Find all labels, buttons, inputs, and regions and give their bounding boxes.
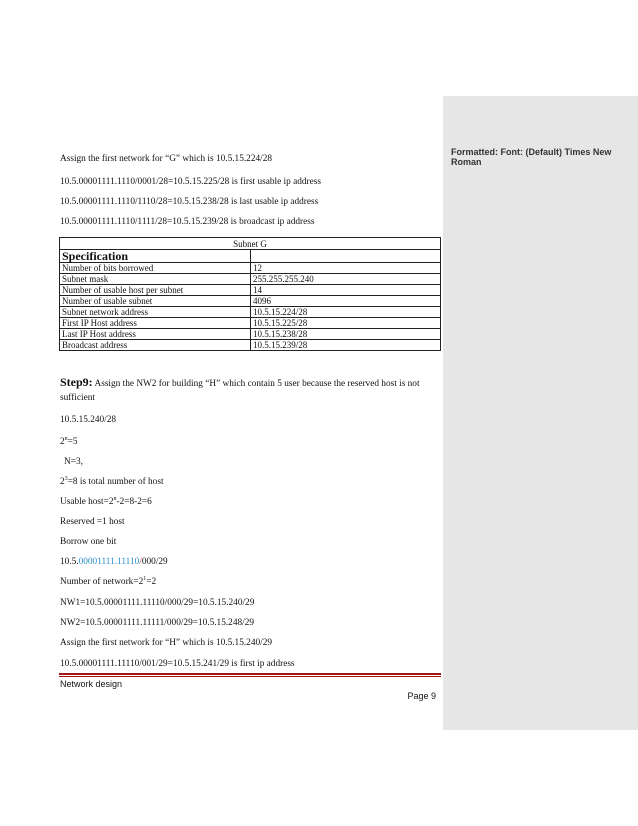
step9-text-cont: sufficient xyxy=(60,393,95,403)
first-h-line: 10.5.00001111.11110/001/29=10.5.15.241/29 is first ip address xyxy=(60,659,295,669)
row-label: Subnet mask xyxy=(60,274,251,285)
step9-line xyxy=(60,376,420,390)
broadcast-line: 10.5.00001111.1110/1111/28=10.5.15.239/28 is broadcast ip address xyxy=(60,217,315,227)
first-usable-line: 10.5.00001111.1110/0001/28=10.5.15.225/28 is first usable ip address xyxy=(60,177,321,187)
step9-label: Step9: xyxy=(60,375,93,389)
nw2-line: NW2=10.5.00001111.11111/000/29=10.5.15.248/29 xyxy=(60,618,255,628)
row-value: 10.5.15.238/28 xyxy=(251,329,441,340)
table-row xyxy=(60,296,441,307)
table-row xyxy=(60,318,441,329)
borrow-line: Borrow one bit xyxy=(60,537,117,547)
n-line: N=3, xyxy=(64,457,83,467)
networks-count-line: Number of $network=2^1=2$ xyxy=(60,575,157,587)
nw1-line: NW1=10.5.00001111.11110/000/29=10.5.15.240/29 xyxy=(60,598,255,608)
table-row xyxy=(60,340,441,351)
row-label: Last IP Host address xyxy=(60,329,251,340)
assign-h-line: Assign the first network for “H” which is 10.5.15.240/29 xyxy=(60,638,272,648)
usable-host-line: Usable $host=2^n-2=8-2=6$ xyxy=(60,495,152,507)
address-line: 10.5.00001111.11110/000/29 xyxy=(60,557,168,567)
comment-sidebar xyxy=(443,96,638,730)
table-row xyxy=(60,329,441,340)
power-line: $2^n=5$ xyxy=(60,435,78,447)
reserved-line: Reserved =1 host xyxy=(60,517,125,527)
table-heading-blank xyxy=(251,250,441,263)
table-row xyxy=(60,274,441,285)
step9-text: Assign the NW2 for building “H” which contain 5 user because the reserved host is not xyxy=(92,379,420,389)
footer-rule xyxy=(59,673,441,675)
table-row xyxy=(60,285,441,296)
row-label: Number of usable subnet xyxy=(60,296,251,307)
assign-g-line: Assign the first network for “G” which is 10.5.15.224/28 xyxy=(60,154,272,164)
row-value: 10.5.15.239/28 xyxy=(251,340,441,351)
row-value: 12 xyxy=(251,263,441,274)
last-usable-line: 10.5.00001111.1110/1110/28=10.5.15.238/28 is last usable ip address xyxy=(60,197,319,207)
table-title: Subnet G xyxy=(60,238,441,250)
row-label: Broadcast address xyxy=(60,340,251,351)
comment-label: Formatted: Font: (Default) Times New Roman xyxy=(451,147,612,167)
table-row xyxy=(60,263,441,274)
network-line: 10.5.15.240/28 xyxy=(60,415,117,425)
row-value: 14 xyxy=(251,285,441,296)
footer-title: Network design xyxy=(60,679,123,689)
table-row xyxy=(60,307,441,318)
row-label: Number of bits borrowed xyxy=(60,263,251,274)
page-number: Page 9 xyxy=(407,691,436,701)
subnet-g-table xyxy=(59,237,441,351)
row-value: 10.5.15.225/28 xyxy=(251,318,441,329)
row-label: Number of usable host per subnet xyxy=(60,285,251,296)
row-label: First IP Host address xyxy=(60,318,251,329)
footer-rule-thin xyxy=(59,676,441,677)
table-heading: Specification xyxy=(60,250,251,263)
row-value: 255.255.255.240 xyxy=(251,274,441,285)
row-value: 10.5.15.224/28 xyxy=(251,307,441,318)
row-label: Subnet network address xyxy=(60,307,251,318)
row-value: 4096 xyxy=(251,296,441,307)
total-host-line: $2^3=8$ is total number of host xyxy=(60,475,164,487)
